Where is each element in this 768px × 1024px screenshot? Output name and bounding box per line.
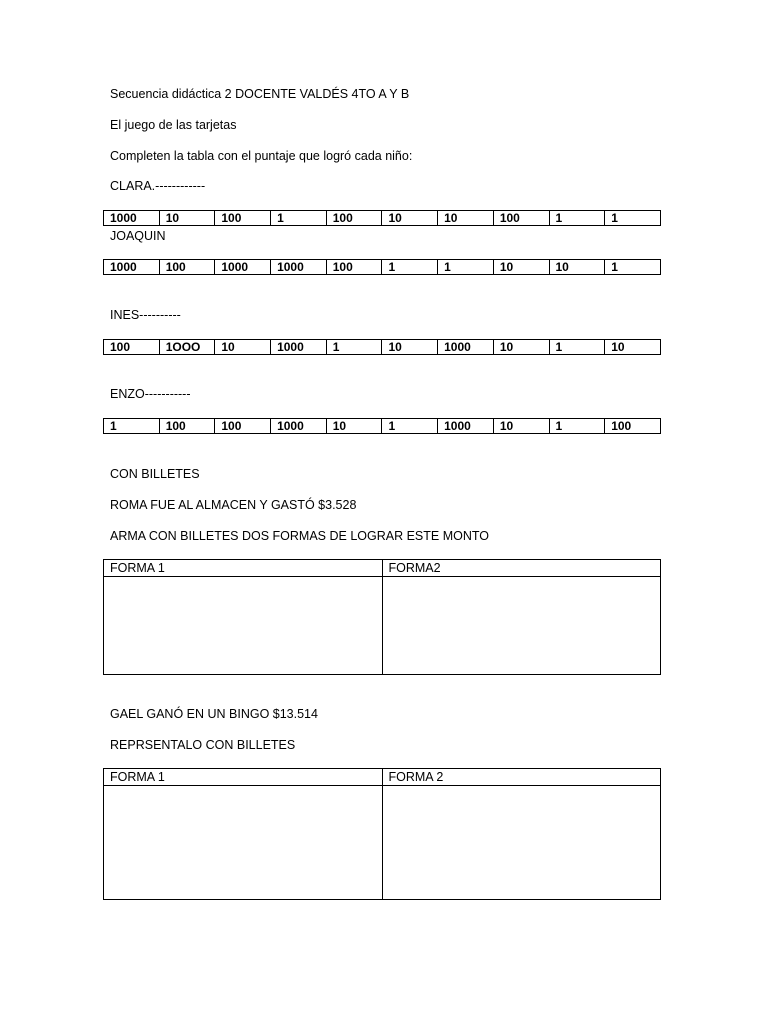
player-label-clara: CLARA.------------	[110, 179, 206, 193]
score-cell: 1	[549, 211, 605, 226]
score-cell: 1000	[438, 419, 494, 434]
instruction-text: Completen la tabla con el puntaje que logró cada niño:	[110, 149, 413, 163]
score-cell: 100	[493, 211, 549, 226]
forma-1-answer-area[interactable]	[104, 577, 383, 675]
score-cell: 1000	[104, 211, 160, 226]
score-cell: 1000	[215, 260, 271, 275]
score-cell: 1000	[438, 340, 494, 355]
score-cell: 100	[104, 340, 160, 355]
player-label-joaquin: JOAQUIN	[110, 229, 166, 243]
score-cell: 10	[382, 211, 438, 226]
score-cell: 1	[549, 419, 605, 434]
score-table-clara	[103, 210, 661, 226]
score-cell: 1000	[104, 260, 160, 275]
score-cell: 1	[382, 419, 438, 434]
score-cell: 100	[159, 419, 215, 434]
score-cell: 1	[271, 211, 327, 226]
score-cell: 10	[549, 260, 605, 275]
score-cell: 100	[605, 419, 661, 434]
score-table-joaquin	[103, 259, 661, 275]
player-label-enzo: ENZO-----------	[110, 387, 191, 401]
score-cell: 1000	[271, 340, 327, 355]
score-table-ines	[103, 339, 661, 355]
score-cell: 10	[438, 211, 494, 226]
score-cell: 10	[493, 419, 549, 434]
score-cell: 10	[215, 340, 271, 355]
forma-1-header: FORMA 1	[104, 560, 383, 577]
document-title: Secuencia didáctica 2 DOCENTE VALDÉS 4TO A Y B	[110, 87, 410, 101]
score-cell: 1	[382, 260, 438, 275]
score-cell: 100	[159, 260, 215, 275]
problem2-task: REPRSENTALO CON BILLETES	[110, 738, 296, 752]
score-cell: 10	[326, 419, 382, 434]
score-table-enzo	[103, 418, 661, 434]
player-label-ines: INES----------	[110, 308, 181, 322]
score-cell: 1	[438, 260, 494, 275]
score-cell: 100	[326, 211, 382, 226]
score-cell: 10	[605, 340, 661, 355]
score-cell: 1	[605, 211, 661, 226]
score-cell: 1000	[271, 419, 327, 434]
problem1-forms-table	[103, 559, 661, 675]
problem1-statement: ROMA FUE AL ALMACEN Y GASTÓ $3.528	[110, 498, 357, 512]
forma-2-answer-area[interactable]	[382, 786, 661, 900]
problem1-task: ARMA CON BILLETES DOS FORMAS DE LOGRAR ESTE MONTO	[110, 529, 490, 543]
score-cell: 1	[104, 419, 160, 434]
forma-2-answer-area[interactable]	[382, 577, 661, 675]
score-cell: 1000	[271, 260, 327, 275]
forma-2-header: FORMA2	[382, 560, 661, 577]
score-cell: 1	[326, 340, 382, 355]
forma-1-answer-area[interactable]	[104, 786, 383, 900]
forma-1-header: FORMA 1	[104, 769, 383, 786]
score-cell: 100	[326, 260, 382, 275]
problem2-statement: GAEL GANÓ EN UN BINGO $13.514	[110, 707, 318, 721]
score-cell: 100	[215, 419, 271, 434]
score-cell: 10	[493, 340, 549, 355]
score-cell: 10	[159, 211, 215, 226]
score-cell: 10	[382, 340, 438, 355]
forma-2-header: FORMA 2	[382, 769, 661, 786]
activity-subtitle: El juego de las tarjetas	[110, 118, 237, 132]
problem2-forms-table	[103, 768, 661, 900]
score-cell: 1OOO	[159, 340, 215, 355]
score-cell: 1	[605, 260, 661, 275]
score-cell: 10	[493, 260, 549, 275]
score-cell: 100	[215, 211, 271, 226]
billetes-heading: CON BILLETES	[110, 467, 200, 481]
score-cell: 1	[549, 340, 605, 355]
